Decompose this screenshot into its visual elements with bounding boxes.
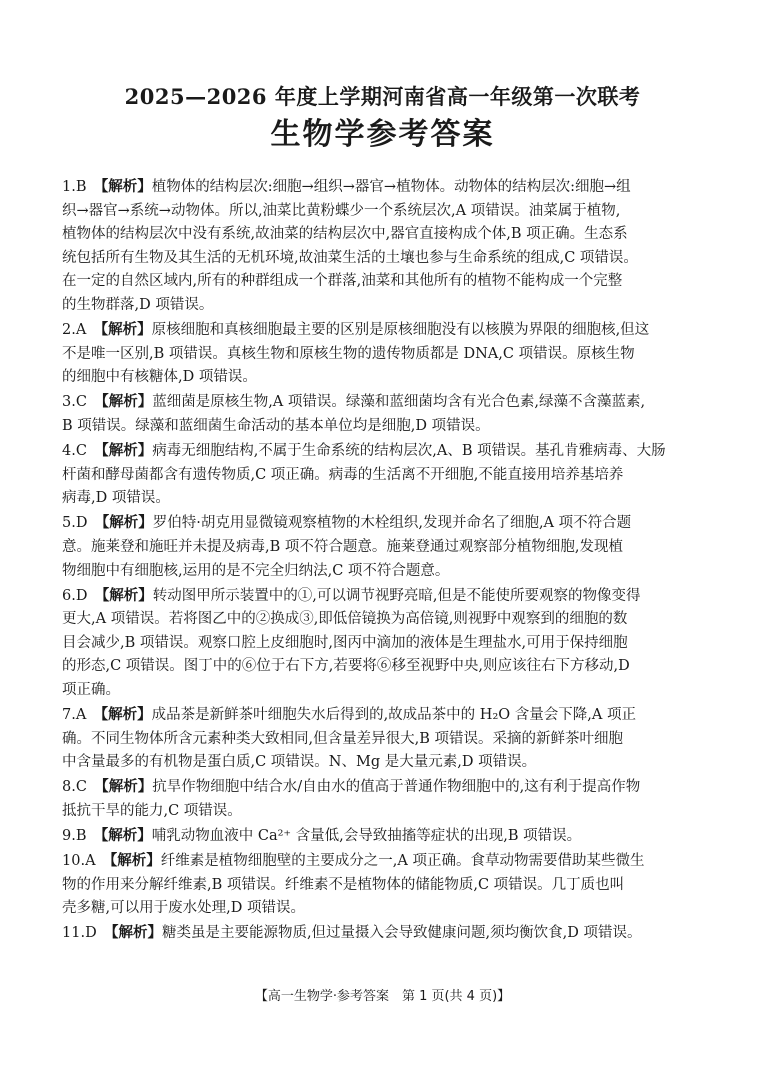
answer-line [62, 223, 702, 247]
answer-text: 中含量最多的有机物是蛋白质,C 项错误。N、Mg 是大量元素,D 项错误。 [62, 754, 537, 771]
answer-text: 罗伯特·胡克用显微镜观察植物的木栓组织,发现并命名了细胞,A 项不符合题 [152, 515, 632, 532]
answer-item [62, 512, 702, 583]
answer-choice: A [85, 853, 96, 870]
exam-title: 2025—2026 年度上学期河南省高一年级第一次联考 [124, 84, 641, 109]
answer-line [62, 512, 702, 536]
answer-list [62, 176, 702, 948]
answer-item [62, 391, 702, 438]
answer-text: 哺乳动物血液中 Ca²⁺ 含量低,会导致抽搐等症状的出现,B 项错误。 [151, 828, 582, 845]
analysis-tag: 【解析】 [94, 443, 153, 460]
answer-text: 在一定的自然区域内,所有的种群组成一个群落,油菜和其他所有的植物不能构成一个完整 [62, 273, 623, 290]
answer-line [62, 655, 702, 679]
analysis-tag: 【解析】 [94, 515, 153, 532]
answer-line [62, 897, 702, 921]
answer-line [62, 270, 702, 294]
answer-line [62, 679, 702, 703]
answer-line [62, 343, 702, 367]
answer-text: 糖类虽是主要能源物质,但过量摄入会导致健康问题,须均衡饮食,D 项错误。 [161, 925, 642, 942]
answer-text: 的生物群落,D 项错误。 [62, 296, 214, 313]
answer-choice: D [85, 925, 97, 942]
answer-text: 病毒,D 项错误。 [62, 490, 170, 507]
answer-line [62, 585, 702, 609]
answer-line [62, 319, 702, 343]
question-number: 11. [62, 925, 86, 942]
answer-line [62, 874, 702, 898]
answer-item [62, 850, 702, 921]
question-number: 3. [62, 394, 76, 411]
answer-line [62, 366, 702, 390]
answer-text: 植物体的结构层次中没有系统,故油菜的结构层次中,器官直接构成个体,B 项正确。生态系 [62, 226, 628, 243]
answer-text: 的细胞中有核糖体,D 项错误。 [62, 369, 257, 386]
answer-line [62, 440, 702, 464]
answer-line [62, 536, 702, 560]
page-header [0, 82, 765, 154]
question-number: 2. [62, 322, 76, 339]
answer-item [62, 776, 702, 823]
analysis-tag: 【解析】 [93, 322, 152, 339]
question-number: 1. [62, 179, 76, 195]
analysis-tag: 【解析】 [102, 853, 161, 870]
answer-choice: B [75, 828, 87, 845]
answer-text: 壳多糖,可以用于废水处理,D 项错误。 [62, 900, 305, 917]
question-number: 5. [62, 515, 76, 532]
answer-item [62, 825, 702, 849]
answer-line [62, 704, 702, 728]
answer-item [62, 440, 702, 511]
answer-text: 纤维素是植物细胞壁的主要成分之一,A 项正确。食草动物需要借助某些微生 [160, 853, 645, 870]
question-number: 7. [62, 707, 76, 724]
answer-choice: A [75, 707, 87, 724]
answer-line [62, 200, 702, 224]
answer-item [62, 922, 702, 946]
answer-line [62, 487, 702, 511]
answer-text: 目会减少,B 项错误。观察口腔上皮细胞时,图丙中滴加的液体是生理盐水,可用于保持细胞 [62, 634, 628, 651]
answer-text: 成品茶是新鲜茶叶细胞失水后得到的,故成品茶中的 H₂O 含量会下降,A 项正 [151, 707, 636, 724]
answer-line [62, 391, 702, 415]
answer-text: 的形态,C 项错误。图丁中的⑥位于右下方,若要将⑥移至视野中央,则应该往右下方移动,D [62, 658, 630, 675]
analysis-tag: 【解析】 [93, 828, 152, 845]
answer-line [62, 247, 702, 271]
answer-line [62, 800, 702, 824]
answer-title: 生物学参考答案 [270, 117, 495, 152]
answer-choice: C [75, 779, 87, 796]
answer-line [62, 415, 702, 439]
answer-item [62, 176, 702, 318]
answer-text: 蓝细菌是原核生物,A 项错误。绿藻和蓝细菌均含有光合色素,绿藻不含藻蓝素, [152, 394, 646, 411]
answer-line [62, 294, 702, 318]
answer-item [62, 585, 702, 703]
answer-choice: B [75, 179, 87, 195]
answer-text: 杆菌和酵母菌都含有遗传物质,C 项正确。病毒的生活离不开细胞,不能直接用培养基培养 [62, 466, 624, 483]
answer-line [62, 632, 702, 656]
answer-choice: C [75, 394, 87, 411]
answer-text: 统包括所有生物及其生活的无机环境,故油菜生活的土壤也参与生命系统的组成,C 项错误。 [62, 249, 638, 266]
answer-item [62, 704, 702, 775]
question-number: 8. [62, 779, 76, 796]
question-number: 10. [62, 853, 86, 870]
analysis-tag: 【解析】 [103, 925, 162, 942]
question-number: 6. [62, 587, 76, 604]
answer-text: B 项错误。绿藻和蓝细菌生命活动的基本单位均是细胞,D 项错误。 [62, 417, 490, 434]
page-footer: 【高一生物学·参考答案 第 1 页(共 4 页)】 [254, 989, 511, 1004]
answer-line [62, 751, 702, 775]
answer-text: 原核细胞和真核细胞最主要的区别是原核细胞没有以核膜为界限的细胞核,但这 [151, 322, 650, 339]
answer-choice: C [75, 443, 87, 460]
answer-line [62, 825, 702, 849]
answer-text: 物细胞中有细胞核,运用的是不完全归纳法,C 项不符合题意。 [62, 562, 450, 579]
answer-choice: A [75, 322, 87, 339]
answer-line [62, 464, 702, 488]
answer-line [62, 922, 702, 946]
answer-text: 植物体的结构层次:细胞→组织→器官→植物体。动物体的结构层次:细胞→组 [151, 179, 631, 195]
answer-line [62, 176, 702, 200]
question-number: 4. [62, 443, 76, 460]
answer-text: 抵抗干旱的能力,C 项错误。 [62, 802, 242, 819]
analysis-tag: 【解析】 [94, 394, 153, 411]
answer-text: 织→器官→系统→动物体。所以,油菜比黄粉蝶少一个系统层次,A 项错误。油菜属于植物, [62, 202, 621, 219]
answer-text: 病毒无细胞结构,不属于生命系统的结构层次,A、B 项错误。基孔肯雅病毒、大肠 [152, 443, 666, 460]
analysis-tag: 【解析】 [93, 179, 152, 195]
analysis-tag: 【解析】 [94, 587, 153, 604]
answer-line [62, 850, 702, 874]
analysis-tag: 【解析】 [93, 707, 152, 724]
answer-text: 不是唯一区别,B 项错误。真核生物和原核生物的遗传物质都是 DNA,C 项错误。原核生物 [62, 345, 635, 362]
answer-text: 物的作用来分解纤维素,B 项错误。纤维素不是植物体的储能物质,C 项错误。几丁质也叫 [62, 876, 625, 893]
answer-choice: D [75, 515, 88, 532]
answer-line [62, 728, 702, 752]
answer-text: 意。施莱登和施旺并未提及病毒,B 项不符合题意。施莱登通过观察部分植物细胞,发现植 [62, 538, 623, 555]
answer-text: 项正确。 [62, 681, 120, 698]
answer-line [62, 560, 702, 584]
answer-line [62, 608, 702, 632]
answer-item [62, 319, 702, 390]
answer-text: 更大,A 项错误。若将图乙中的②换成③,即低倍镜换为高倍镜,则视野中观察到的细胞的数 [62, 611, 628, 628]
answer-text: 抗旱作物细胞中结合水/自由水的值高于普通作物细胞中的,这有利于提高作物 [152, 779, 641, 796]
answer-text: 转动图甲所示装置中的①,可以调节视野亮暗,但是不能使所要观察的物像变得 [152, 587, 641, 604]
answer-text: 确。不同生物体所含元素种类大致相同,但含量差异很大,B 项错误。采摘的新鲜茶叶细胞 [62, 730, 623, 747]
answer-line [62, 776, 702, 800]
question-number: 9. [62, 828, 76, 845]
analysis-tag: 【解析】 [94, 779, 153, 796]
answer-choice: D [75, 587, 88, 604]
